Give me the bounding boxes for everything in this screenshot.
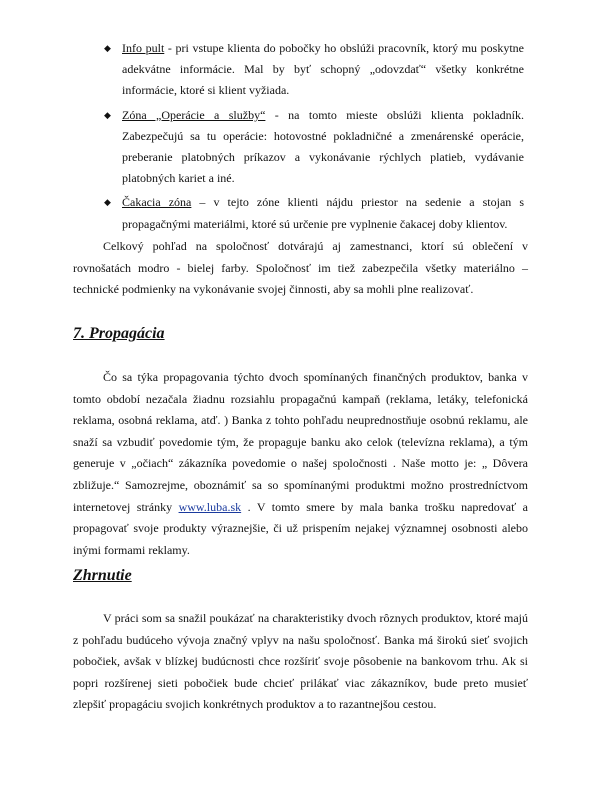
bullet-text: - pri vstupe klienta do pobočky ho obslúži pracovník, ktorý mu poskytne adekvátne informácie. Mal by byť schopný „odovzdať“ všetky konkrétne informácie, ktoré si klient vyžiada. [122,41,524,98]
bullet-text: - na tomto mieste obslúži klienta pokladník. Zabezpečujú sa tu operácie: hotovostné pokladničné a zmenárenské operácie, preberanie platobných príkazov a vykonávanie rýchlych platieb, vydávanie platobných kariet a iné. [122,107,525,186]
bullet-list [104,38,524,238]
bullet-term: Info pult [122,41,165,55]
paragraph [73,367,528,561]
diamond-bullet-icon: ◆ [104,197,111,208]
paragraph [73,236,528,301]
bullet-term: Čakacia zóna [122,195,192,210]
paragraph-text: . V tomto smere by mala banka trošku napredovať a propagovať svoje produkty výraznejšie, či už prispením nejakej významnej osobnosti alebo inými formami reklamy. [73,499,528,557]
section-heading: Zhrnutie [73,567,132,584]
bullet-term: Zóna „Operácie a služby“ [122,107,266,122]
section-heading: 7. Propagácia [73,325,165,342]
paragraph-text: V práci som sa snažil poukázať na charakteristiky dvoch rôznych produktov, ktoré majú z pohľadu budúceho vývoja značný vplyv na našu spoločnosť. Banka má širokú sieť svojich pobočiek, avšak v blízkej budúcnosti chce rozšíriť svoje pôsobenie na bankovom trhu. Ak si popri rozšírenej sieti pobočiek bude chcieť prilákať viac zákazníkov, bude preto musieť zlepšiť propagáciu svojich konkrétnych produktov a to razantnejšou cestou. [73,611,528,712]
bullet-text: – v tejto zóne klienti nájdu priestor na sedenie a stojan s propagačnými materiálmi, ktoré sú určenie pre vyplnenie čakacej doby klientov. [122,195,524,231]
paragraph-text: Celkový pohľad na spoločnosť dotvárajú aj zamestnanci, ktorí sú oblečení v rovnošatách modro - bielej farby. Spoločnosť im tiež zabezpečila všetky materiálno – technické podmienky na vykonávanie svojej činnosti, aby sa mohli plne realizovať. [73,239,528,297]
diamond-bullet-icon: ◆ [104,109,111,120]
list-item [104,105,524,190]
website-link[interactable]: www.luba.sk [178,499,242,514]
paragraph-text: Čo sa týka propagovania týchto dvoch spomínaných finančných produktov, banka v tomto období nezačala žiadnu rozsiahlu propagačnú kampaň (reklama, letáky, telefonická reklama, osobná reklama, atď. ) Banka z tohto pohľadu neuprednostňuje osobnú reklamu, ale snaží sa vzbudiť povedomie tým, že propaguje banku ako celok (televízna reklama), a tým generuje v „očiach“ zákazníka povedomie o našej spoločnosti . Naše motto je: „ Dôvera zbližuje.“ Samozrejme, oboznámiť sa so spomínanými produktmi možno prostredníctvom internetovej stránky [73,370,528,514]
diamond-bullet-icon: ◆ [104,43,111,53]
paragraph [73,608,528,716]
list-item [104,192,524,234]
list-item [104,38,524,102]
